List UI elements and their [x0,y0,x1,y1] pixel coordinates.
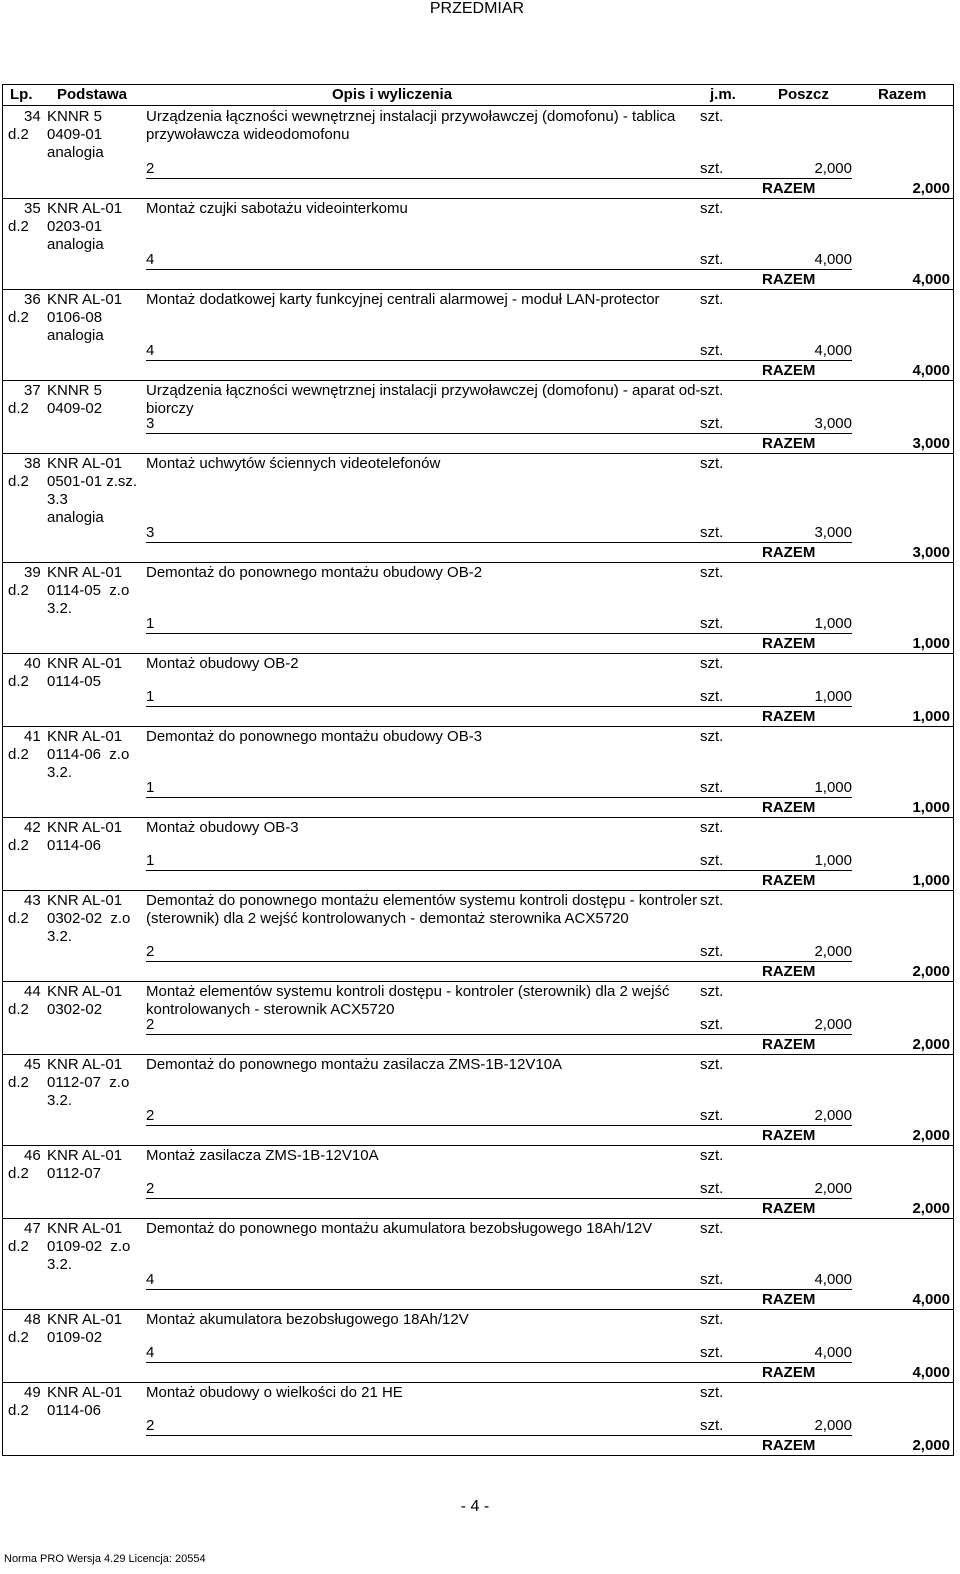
row-lp: 39 [24,564,41,581]
row-lp: 42 [24,819,41,836]
row-podstawa: 3.2. [47,928,73,945]
row-unit: szt. [700,200,724,217]
row-lp-suffix: d.2 [8,473,29,490]
row-description: Montaż obudowy OB-2 [146,655,299,672]
row-podstawa: KNR AL-01 [47,892,123,909]
row-description: kontrolowanych - sterownik ACX5720 [146,1001,395,1018]
row-razem-label: RAZEM [762,1127,816,1144]
row-podstawa: 0114-06 [47,837,101,854]
row-razem-label: RAZEM [762,635,816,652]
row-description: Demontaż do ponownego montażu obudowy OB-3 [146,728,483,745]
document-title: PRZEDMIAR [429,0,525,17]
row-quantity: 1 [146,779,155,796]
row-podstawa: 0302-02 [47,1001,103,1018]
row-quantity: 3 [146,524,155,541]
row-lp: 49 [24,1384,41,1401]
row-razem-value: 1,000 [912,708,950,725]
row-quantity: 2 [146,1016,155,1033]
row-separator [2,562,954,563]
row-lp-suffix: d.2 [8,746,29,763]
row-podstawa: analogia [47,327,104,344]
row-poszcz-value: 2,000 [814,943,852,960]
row-poszcz-value: 1,000 [814,688,852,705]
row-podstawa: analogia [47,236,104,253]
row-razem-label: RAZEM [762,1200,816,1217]
row-podstawa: KNR AL-01 [47,1311,123,1328]
row-podstawa: KNR AL-01 [47,1056,123,1073]
row-description: Montaż elementów systemu kontroli dostępu - kontroler (sterownik) dla 2 wejść [146,983,670,1000]
row-podstawa: 0302-02 z.o [47,910,131,927]
row-quantity-underline [146,433,852,434]
row-quantity-underline [146,1435,852,1436]
row-quantity: 3 [146,415,155,432]
row-lp-suffix: d.2 [8,582,29,599]
row-separator [2,1382,954,1383]
row-poszcz-value: 2,000 [814,1417,852,1434]
row-poszcz-value: 2,000 [814,1107,852,1124]
row-lp-suffix: d.2 [8,673,29,690]
row-unit: szt. [700,455,724,472]
row-lp: 47 [24,1220,41,1237]
row-lp: 40 [24,655,41,672]
row-lp-suffix: d.2 [8,309,29,326]
row-quantity-underline [146,1289,852,1290]
row-podstawa: KNR AL-01 [47,564,123,581]
row-poszcz-value: 2,000 [814,1016,852,1033]
row-quantity: 2 [146,1180,155,1197]
row-podstawa: 0501-01 z.sz. [47,473,138,490]
row-unit: szt. [700,655,724,672]
row-quantity-unit: szt. [700,1417,724,1434]
header-lp: Lp. [10,86,33,103]
row-razem-label: RAZEM [762,872,816,889]
row-unit: szt. [700,892,724,909]
row-quantity-underline [146,1034,852,1035]
row-quantity: 2 [146,160,155,177]
row-razem-value: 3,000 [912,435,950,452]
row-quantity-unit: szt. [700,1107,724,1124]
row-quantity: 1 [146,852,155,869]
row-lp: 48 [24,1311,41,1328]
row-razem-value: 2,000 [912,1200,950,1217]
row-unit: szt. [700,564,724,581]
header-opis: Opis i wyliczenia [332,86,453,103]
row-podstawa: KNR AL-01 [47,819,123,836]
row-separator [2,1309,954,1310]
row-lp: 44 [24,983,41,1000]
row-podstawa: 0109-02 [47,1329,103,1346]
row-description: Montaż dodatkowej karty funkcyjnej centrali alarmowej - moduł LAN-protector [146,291,660,308]
row-separator [2,1218,954,1219]
row-unit: szt. [700,1056,724,1073]
row-separator [2,981,954,982]
row-podstawa: 3.2. [47,764,73,781]
row-quantity-unit: szt. [700,615,724,632]
row-quantity-underline [146,1362,852,1363]
row-poszcz-value: 4,000 [814,1271,852,1288]
row-quantity-underline [146,870,852,871]
row-unit: szt. [700,728,724,745]
row-podstawa: 0114-05 z.o [47,582,130,599]
row-unit: szt. [700,819,724,836]
row-razem-label: RAZEM [762,362,816,379]
row-podstawa: 0109-02 z.o [47,1238,131,1255]
row-podstawa: 0112-07 [47,1165,101,1182]
row-quantity: 4 [146,1271,155,1288]
row-podstawa: 3.3 [47,491,68,508]
row-poszcz-value: 1,000 [814,779,852,796]
header-jm: j.m. [710,86,736,103]
row-separator [2,1145,954,1146]
row-razem-value: 2,000 [912,1437,950,1454]
row-razem-label: RAZEM [762,1364,816,1381]
row-description: Demontaż do ponownego montażu akumulatora bezobsługowego 18Ah/12V [146,1220,653,1237]
header-poszcz: Poszcz [778,86,829,103]
row-lp: 46 [24,1147,41,1164]
row-lp: 36 [24,291,41,308]
row-description: Montaż uchwytów ściennych videotelefonów [146,455,441,472]
row-separator [2,289,954,290]
row-razem-label: RAZEM [762,1291,816,1308]
row-podstawa: KNR AL-01 [47,200,123,217]
row-podstawa: KNR AL-01 [47,655,123,672]
row-lp-suffix: d.2 [8,1329,29,1346]
row-quantity-underline [146,961,852,962]
row-podstawa: KNR AL-01 [47,455,123,472]
row-unit: szt. [700,382,724,399]
row-podstawa: KNR AL-01 [47,1147,123,1164]
row-podstawa: KNR AL-01 [47,728,123,745]
row-razem-value: 2,000 [912,1036,950,1053]
row-unit: szt. [700,983,724,1000]
row-quantity-unit: szt. [700,1344,724,1361]
row-unit: szt. [700,291,724,308]
row-poszcz-value: 3,000 [814,415,852,432]
row-quantity-underline [146,633,852,634]
page-number: - 4 - [460,1498,490,1515]
row-quantity: 4 [146,251,155,268]
row-lp-suffix: d.2 [8,126,29,143]
row-razem-label: RAZEM [762,435,816,452]
row-quantity-underline [146,178,852,179]
row-lp-suffix: d.2 [8,837,29,854]
row-separator [2,198,954,199]
row-razem-value: 3,000 [912,544,950,561]
row-quantity-unit: szt. [700,524,724,541]
row-razem-value: 1,000 [912,799,950,816]
row-razem-label: RAZEM [762,799,816,816]
row-quantity-unit: szt. [700,1180,724,1197]
row-lp-suffix: d.2 [8,1001,29,1018]
row-lp-suffix: d.2 [8,1402,29,1419]
row-quantity-underline [146,797,852,798]
row-description: przywoławcza wideodomofonu [146,126,350,143]
row-podstawa: analogia [47,144,104,161]
row-razem-value: 2,000 [912,1127,950,1144]
row-quantity-unit: szt. [700,943,724,960]
row-lp-suffix: d.2 [8,1238,29,1255]
row-razem-value: 4,000 [912,271,950,288]
row-separator [2,1054,954,1055]
row-podstawa: KNR AL-01 [47,1384,123,1401]
row-description: Demontaż do ponownego montażu elementów systemu kontroli dostępu - kontroler [146,892,698,909]
row-quantity: 2 [146,1107,155,1124]
row-razem-label: RAZEM [762,271,816,288]
row-podstawa: 0114-06 z.o [47,746,130,763]
row-podstawa: 0106-08 [47,309,103,326]
row-quantity-underline [146,542,852,543]
row-separator [2,653,954,654]
row-lp: 45 [24,1056,41,1073]
row-quantity: 4 [146,1344,155,1361]
row-description: Montaż akumulatora bezobsługowego 18Ah/12V [146,1311,469,1328]
row-lp-suffix: d.2 [8,1074,29,1091]
row-lp: 37 [24,382,41,399]
row-quantity-unit: szt. [700,1016,724,1033]
row-poszcz-value: 4,000 [814,1344,852,1361]
row-quantity-unit: szt. [700,342,724,359]
row-unit: szt. [700,1384,724,1401]
row-podstawa: 0203-01 [47,218,103,235]
row-unit: szt. [700,1220,724,1237]
row-unit: szt. [700,1311,724,1328]
row-separator [2,726,954,727]
row-quantity: 1 [146,615,155,632]
row-razem-value: 4,000 [912,1364,950,1381]
row-razem-label: RAZEM [762,708,816,725]
row-quantity-underline [146,1198,852,1199]
row-razem-value: 2,000 [912,963,950,980]
row-razem-label: RAZEM [762,963,816,980]
row-poszcz-value: 1,000 [814,615,852,632]
row-description: Demontaż do ponownego montażu obudowy OB-2 [146,564,483,581]
row-quantity-underline [146,269,852,270]
row-razem-label: RAZEM [762,544,816,561]
row-lp: 34 [24,108,41,125]
row-description: biorczy [146,400,194,417]
row-unit: szt. [700,1147,724,1164]
row-poszcz-value: 1,000 [814,852,852,869]
row-podstawa: KNR AL-01 [47,291,123,308]
row-separator [2,453,954,454]
row-lp-suffix: d.2 [8,400,29,417]
row-quantity-unit: szt. [700,852,724,869]
row-razem-value: 1,000 [912,872,950,889]
row-lp: 41 [24,728,41,745]
row-description: Montaż czujki sabotażu videointerkomu [146,200,408,217]
row-podstawa: 0409-01 [47,126,103,143]
row-description: Montaż obudowy o wielkości do 21 HE [146,1384,403,1401]
row-razem-label: RAZEM [762,180,816,197]
row-razem-value: 4,000 [912,362,950,379]
row-podstawa: 3.2. [47,1256,73,1273]
row-quantity-unit: szt. [700,160,724,177]
row-separator [2,890,954,891]
license-info: Norma PRO Wersja 4.29 Licencja: 20554 [4,1553,206,1565]
row-podstawa: KNNR 5 [47,382,103,399]
row-lp: 35 [24,200,41,217]
row-quantity-underline [146,360,852,361]
row-quantity: 1 [146,688,155,705]
row-podstawa: 0112-07 z.o [47,1074,130,1091]
row-quantity-underline [146,706,852,707]
row-podstawa: 0114-05 [47,673,101,690]
row-lp: 43 [24,892,41,909]
row-lp: 38 [24,455,41,472]
row-poszcz-value: 2,000 [814,1180,852,1197]
row-quantity-unit: szt. [700,779,724,796]
row-description: (sterownik) dla 2 wejść kontrolowanych - demontaż sterownika ACX5720 [146,910,629,927]
row-razem-value: 1,000 [912,635,950,652]
row-razem-value: 4,000 [912,1291,950,1308]
row-podstawa: analogia [47,509,104,526]
row-description: Urządzenia łączności wewnętrznej instalacji przywoławczej (domofonu) - aparat od- [146,382,701,399]
row-quantity-unit: szt. [700,688,724,705]
header-podstawa: Podstawa [57,86,128,103]
row-description: Urządzenia łączności wewnętrznej instalacji przywoławczej (domofonu) - tablica [146,108,676,125]
row-razem-label: RAZEM [762,1036,816,1053]
row-podstawa: 3.2. [47,1092,73,1109]
row-podstawa: 0114-06 [47,1402,101,1419]
row-razem-value: 2,000 [912,180,950,197]
row-poszcz-value: 4,000 [814,342,852,359]
row-poszcz-value: 3,000 [814,524,852,541]
row-quantity: 2 [146,1417,155,1434]
row-separator [2,380,954,381]
row-poszcz-value: 2,000 [814,160,852,177]
row-razem-label: RAZEM [762,1437,816,1454]
header-razem: Razem [878,86,927,103]
row-separator [2,817,954,818]
row-quantity: 4 [146,342,155,359]
row-podstawa: KNNR 5 [47,108,103,125]
row-lp-suffix: d.2 [8,218,29,235]
row-quantity-underline [146,1125,852,1126]
row-description: Montaż zasilacza ZMS-1B-12V10A [146,1147,379,1164]
row-quantity-unit: szt. [700,1271,724,1288]
row-quantity: 2 [146,943,155,960]
row-lp-suffix: d.2 [8,1165,29,1182]
row-podstawa: 0409-02 [47,400,103,417]
row-podstawa: 3.2. [47,600,73,617]
row-poszcz-value: 4,000 [814,251,852,268]
row-quantity-unit: szt. [700,415,724,432]
row-quantity-unit: szt. [700,251,724,268]
row-unit: szt. [700,108,724,125]
row-description: Montaż obudowy OB-3 [146,819,299,836]
row-lp-suffix: d.2 [8,910,29,927]
row-podstawa: KNR AL-01 [47,983,123,1000]
row-podstawa: KNR AL-01 [47,1220,123,1237]
row-description: Demontaż do ponownego montażu zasilacza ZMS-1B-12V10A [146,1056,563,1073]
